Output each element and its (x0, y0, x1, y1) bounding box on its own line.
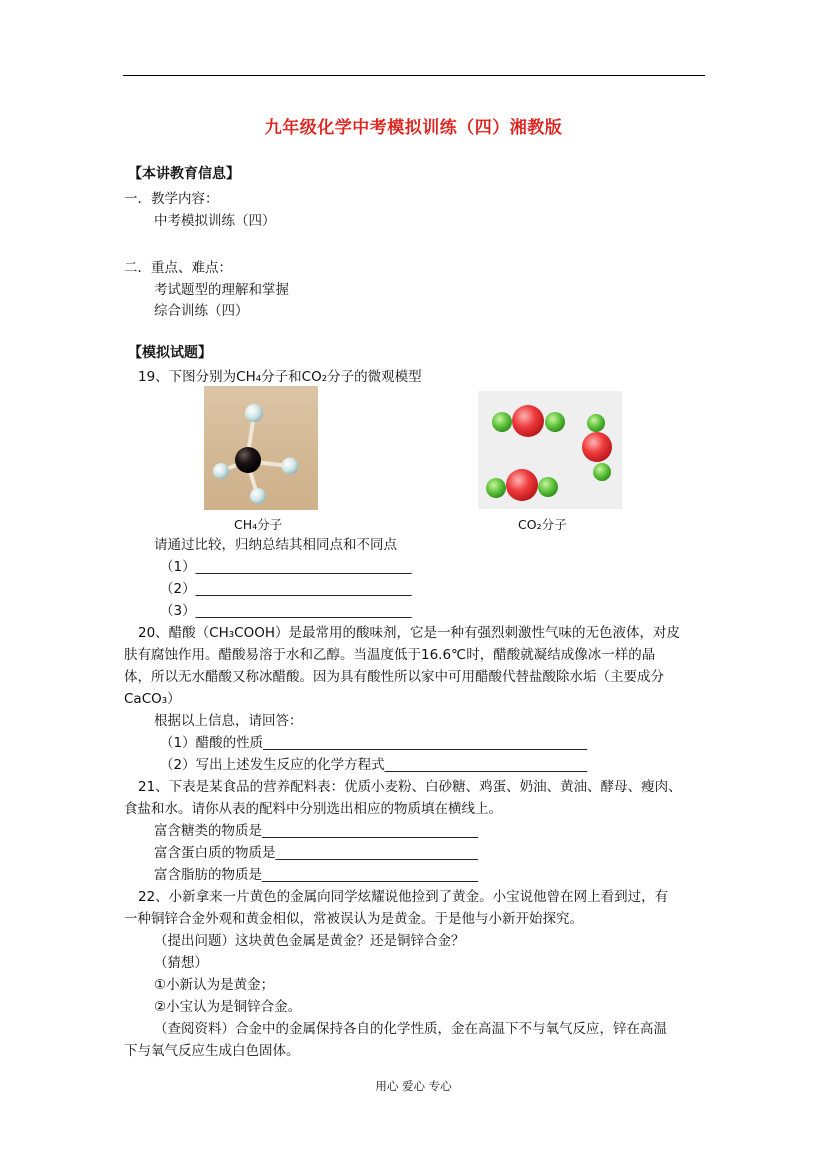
q21-blank-carbohydrate[interactable]: 富含糖类的物质是________________________________ (154, 823, 478, 839)
q21-line-2: 食盐和水。请你从表的配料中分别选出相应的物质填在横线上。 (124, 801, 502, 817)
q19-blank-1[interactable]: （1）________________________________ (160, 559, 412, 575)
q20-line-4: CaCO₃） (124, 691, 181, 707)
q21-blank-fat[interactable]: 富含脂肪的物质是________________________________ (154, 867, 478, 883)
q20-blank-1[interactable]: （1）醋酸的性质________________________________________________ (160, 735, 588, 751)
q19-blank-3[interactable]: （3）________________________________ (160, 603, 412, 619)
item-teaching-content-value: 中考模拟训练（四） (154, 213, 276, 229)
q22-guess-1: ①小新认为是黄金； (154, 977, 275, 993)
q22-guess-2: ②小宝认为是铜锌合金。 (154, 999, 302, 1015)
q21-blank-protein[interactable]: 富含蛋白质的物质是______________________________ (154, 845, 478, 861)
q22-line-1: 22、小新拿来一片黄色的金属向同学炫耀说他捡到了黄金。小宝说他曾在网上看到过，有 (138, 889, 669, 905)
page-footer: 用心 爱心 专心 (375, 1079, 452, 1093)
q19-prompt: 请通过比较，归纳总结其相同点和不同点 (154, 537, 397, 553)
co2-molecule-image (478, 391, 622, 509)
section-heading-info: 【本讲教育信息】 (128, 166, 240, 182)
q22-info-1: （查阅资料）合金中的金属保持各自的化学性质，金在高温下不与氧气反应，锌在高温 (154, 1021, 667, 1037)
document-title: 九年级化学中考模拟训练（四）湘教版 (264, 118, 563, 138)
item-teaching-content-label: 一．教学内容： (124, 191, 219, 207)
ch4-caption: CH₄分子 (234, 517, 283, 532)
item-key-points-value-1: 考试题型的理解和掌握 (154, 282, 289, 298)
q22-line-2: 一种铜锌合金外观和黄金相似，常被误认为是黄金。于是他与小新开始探究。 (124, 911, 583, 927)
item-key-points-label: 二．重点、难点： (124, 260, 232, 276)
q21-line-1: 21、下表是某食品的营养配料表：优质小麦粉、白砂糖、鸡蛋、奶油、黄油、酵母、瘦肉、 (138, 779, 682, 795)
q22-question: （提出问题）这块黄色金属是黄金？还是铜锌合金？ (154, 933, 465, 949)
co2-caption: CO₂分子 (518, 517, 567, 532)
q20-prompt: 根据以上信息，请回答： (154, 713, 303, 729)
section-heading-exam: 【模拟试题】 (128, 345, 212, 361)
q22-guess-heading: （猜想） (154, 955, 208, 971)
q20-line-2: 肤有腐蚀作用。醋酸易溶于水和乙醇。当温度低于16.6℃时，醋酸就凝结成像冰一样的晶 (124, 647, 656, 663)
q22-info-2: 下与氧气反应生成白色固体。 (124, 1043, 300, 1059)
q19-blank-2[interactable]: （2）________________________________ (160, 581, 412, 597)
q19-stem: 19、下图分别为CH₄分子和CO₂分子的微观模型 (138, 369, 422, 385)
header-rule (123, 75, 705, 76)
item-key-points-value-2: 综合训练（四） (154, 303, 249, 319)
q20-line-1: 20、醋酸（CH₃COOH）是最常用的酸味剂，它是一种有强烈刺激性气味的无色液体，对皮 (138, 625, 680, 641)
ch4-molecule-image (204, 386, 318, 510)
q20-line-3: 体，所以无水醋酸又称冰醋酸。因为具有酸性所以家中可用醋酸代替盐酸除水垢（主要成分 (124, 669, 664, 685)
q20-blank-2[interactable]: （2）写出上述发生反应的化学方程式______________________________ (160, 757, 588, 773)
